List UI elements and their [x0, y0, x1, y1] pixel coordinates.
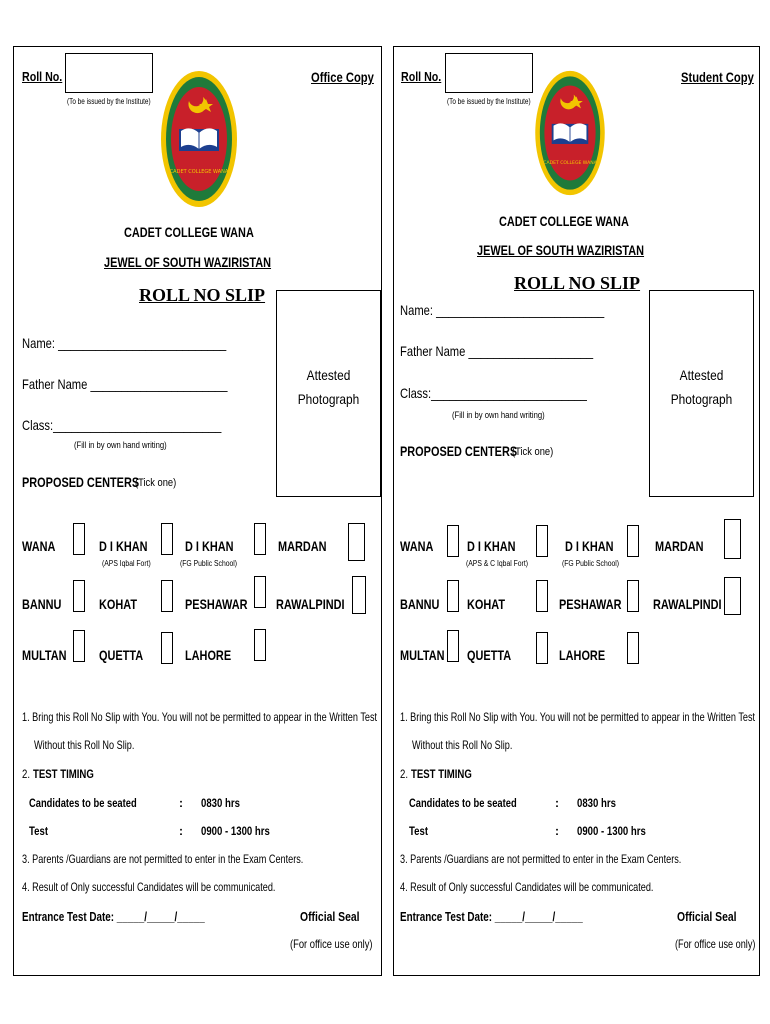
note-1: 1. Bring this Roll No Slip with You. You will not be permitted to appear in the Written Test: [400, 710, 756, 724]
tick-box-dikhan-fg[interactable]: [254, 523, 266, 555]
seated-label: Candidates to be seated: [29, 796, 137, 810]
tick-box-mardan[interactable]: [348, 523, 365, 561]
note-2-title: TEST TIMING: [33, 767, 94, 781]
logo-ring-text: CADET COLLEGE WANA: [543, 161, 597, 167]
test-time: 0900 - 1300 hrs: [577, 824, 646, 838]
roll-no-label: Roll No.: [401, 69, 442, 84]
tick-box-lahore[interactable]: [254, 629, 266, 661]
center-dikhan-aps: D I KHAN: [99, 538, 148, 554]
center-rawalpindi: RAWALPINDI: [276, 596, 345, 612]
tick-box-wana[interactable]: [73, 523, 85, 555]
office-use-note: (For office use only): [290, 937, 373, 951]
photo-line2: Photograph: [297, 391, 360, 407]
center-lahore: LAHORE: [559, 647, 606, 663]
note-4: 4. Result of Only successful Candidates will be communicated.: [400, 880, 654, 894]
tick-box-kohat[interactable]: [536, 580, 548, 612]
center-dikhan-aps: D I KHAN: [467, 538, 516, 554]
copy-label: Student Copy: [681, 69, 754, 85]
center-lahore: LAHORE: [185, 647, 232, 663]
center-dikhan-aps-sub: (APS & C Iqbal Fort): [466, 559, 528, 568]
note-3: 3. Parents /Guardians are not permitted to enter in the Exam Centers.: [400, 852, 682, 866]
roll-no-box[interactable]: [445, 53, 533, 93]
tick-box-dikhan-aps[interactable]: [536, 525, 548, 557]
center-dikhan-fg: D I KHAN: [565, 538, 614, 554]
tick-box-dikhan-fg[interactable]: [627, 525, 639, 557]
center-mardan: MARDAN: [655, 538, 704, 554]
tick-box-peshawar[interactable]: [254, 576, 266, 608]
college-logo: [533, 69, 607, 197]
center-bannu: BANNU: [22, 596, 62, 612]
father-name-field[interactable]: Father Name ____________________: [400, 343, 594, 359]
handwriting-note: (Fill in by own hand writing): [452, 410, 545, 420]
center-peshawar: PESHAWAR: [559, 596, 622, 612]
center-kohat: KOHAT: [99, 596, 138, 612]
center-dikhan-aps-sub: (APS Iqbal Fort): [102, 559, 151, 568]
father-name-field[interactable]: Father Name ______________________: [22, 376, 228, 392]
tick-box-multan[interactable]: [73, 630, 85, 662]
tick-box-quetta[interactable]: [161, 632, 173, 664]
note-2-title: TEST TIMING: [411, 767, 472, 781]
center-mardan: MARDAN: [278, 538, 327, 554]
tick-note: (Tick one): [512, 446, 554, 458]
center-wana: WANA: [22, 538, 56, 554]
photo-line1: Attested: [306, 367, 351, 383]
seated-time: 0830 hrs: [577, 796, 616, 810]
note-2-number: 2.: [400, 767, 409, 781]
tick-box-quetta[interactable]: [536, 632, 548, 664]
test-colon: :: [179, 824, 183, 838]
note-1-continued: Without this Roll No Slip.: [412, 738, 513, 752]
tick-box-rawalpindi[interactable]: [724, 577, 741, 615]
test-date-field[interactable]: Entrance Test Date: _____/_____/_____: [400, 909, 583, 924]
slip-title: ROLL NO SLIP: [139, 285, 266, 305]
college-name: CADET COLLEGE WANA: [124, 224, 254, 240]
seated-colon: :: [555, 796, 559, 810]
issued-note: (To be issued by the Institute): [67, 97, 151, 106]
note-2-number: 2.: [22, 767, 31, 781]
office-copy-slip: [13, 46, 382, 976]
copy-label: Office Copy: [311, 69, 374, 85]
roll-no-label: Roll No.: [22, 69, 63, 84]
photo-line1: Attested: [679, 367, 724, 383]
office-use-note: (For office use only): [675, 937, 756, 951]
note-1: 1. Bring this Roll No Slip with You. You will not be permitted to appear in the Written Test: [22, 710, 378, 724]
test-label: Test: [409, 824, 429, 838]
tick-box-bannu[interactable]: [73, 580, 85, 612]
tick-box-kohat[interactable]: [161, 580, 173, 612]
roll-no-box[interactable]: [65, 53, 153, 93]
tick-box-lahore[interactable]: [627, 632, 639, 664]
handwriting-note: (Fill in by own hand writing): [74, 440, 167, 450]
center-peshawar: PESHAWAR: [185, 596, 248, 612]
tick-note: (Tick one): [135, 477, 177, 489]
centers-label: PROPOSED CENTERS: [22, 474, 140, 490]
test-time: 0900 - 1300 hrs: [201, 824, 270, 838]
center-multan: MULTAN: [22, 647, 67, 663]
tagline: JEWEL OF SOUTH WAZIRISTAN: [104, 254, 272, 270]
tagline: JEWEL OF SOUTH WAZIRISTAN: [477, 242, 645, 258]
seated-time: 0830 hrs: [201, 796, 240, 810]
tick-box-peshawar[interactable]: [627, 580, 639, 612]
seated-label: Candidates to be seated: [409, 796, 517, 810]
name-field[interactable]: Name: ___________________________: [22, 335, 227, 351]
center-dikhan-fg-sub: (FG Public School): [562, 559, 620, 568]
seated-colon: :: [179, 796, 183, 810]
college-name: CADET COLLEGE WANA: [499, 213, 629, 229]
center-quetta: QUETTA: [467, 647, 512, 663]
class-field[interactable]: Class:___________________________: [22, 417, 222, 433]
name-field[interactable]: Name: ___________________________: [400, 302, 605, 318]
official-seal: Official Seal: [677, 909, 737, 924]
note-1-continued: Without this Roll No Slip.: [34, 738, 135, 752]
note-3: 3. Parents /Guardians are not permitted to enter in the Exam Centers.: [22, 852, 304, 866]
center-quetta: QUETTA: [99, 647, 144, 663]
college-logo: [159, 69, 239, 209]
class-field[interactable]: Class:_________________________: [400, 385, 587, 401]
tick-box-bannu[interactable]: [447, 580, 459, 612]
center-multan: MULTAN: [400, 647, 445, 663]
test-label: Test: [29, 824, 49, 838]
tick-box-wana[interactable]: [447, 525, 459, 557]
slip-title: ROLL NO SLIP: [514, 273, 641, 293]
photo-line2: Photograph: [670, 391, 733, 407]
tick-box-mardan[interactable]: [724, 519, 741, 559]
centers-label: PROPOSED CENTERS: [400, 443, 518, 459]
tick-box-rawalpindi[interactable]: [352, 576, 366, 614]
center-rawalpindi: RAWALPINDI: [653, 596, 722, 612]
student-copy-slip: [393, 46, 760, 976]
center-wana: WANA: [400, 538, 434, 554]
logo-ring-text: CADET COLLEGE WANA: [169, 169, 229, 175]
tick-box-multan[interactable]: [447, 630, 459, 662]
official-seal: Official Seal: [300, 909, 360, 924]
test-date-field[interactable]: Entrance Test Date: _____/_____/_____: [22, 909, 205, 924]
photo-box[interactable]: [649, 290, 754, 497]
center-kohat: KOHAT: [467, 596, 506, 612]
photo-box[interactable]: [276, 290, 381, 497]
note-4: 4. Result of Only successful Candidates will be communicated.: [22, 880, 276, 894]
center-dikhan-fg: D I KHAN: [185, 538, 234, 554]
issued-note: (To be issued by the Institute): [447, 97, 531, 106]
center-bannu: BANNU: [400, 596, 440, 612]
test-colon: :: [555, 824, 559, 838]
center-dikhan-fg-sub: (FG Public School): [180, 559, 238, 568]
tick-box-dikhan-aps[interactable]: [161, 523, 173, 555]
